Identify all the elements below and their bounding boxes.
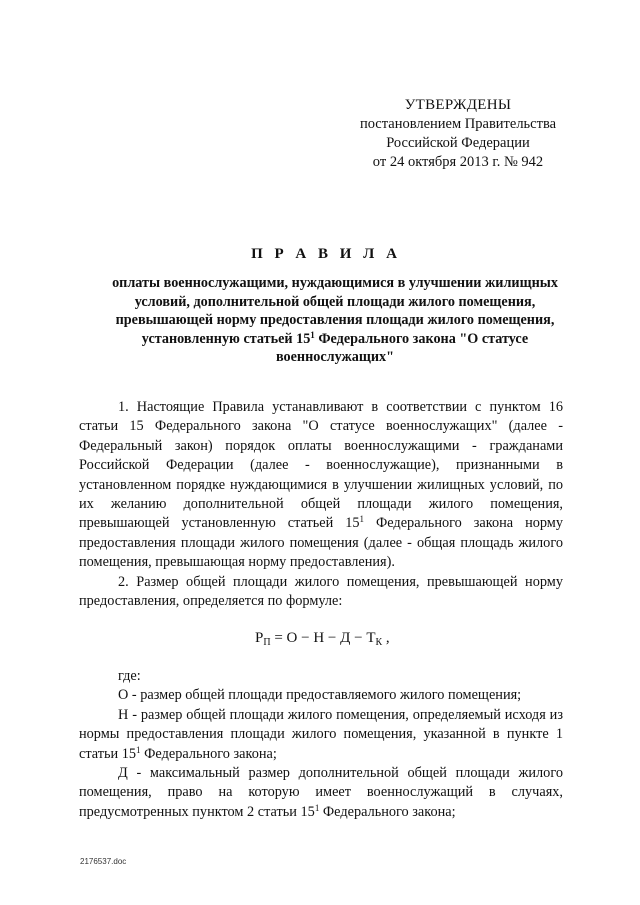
definition-d <box>79 764 563 822</box>
document-subtitle <box>100 274 570 367</box>
formula-rhs: = О − Н − Д − Т <box>270 630 376 646</box>
definitions <box>79 667 563 822</box>
where-label: где: <box>118 668 141 684</box>
paragraph-1 <box>79 398 563 611</box>
approval-line-3: от 24 октября 2013 г. № 942 <box>372 154 544 170</box>
definition-d-text-b: Федерального закона; <box>319 803 456 820</box>
formula-lhs-subscript: П <box>263 637 271 648</box>
approval-line-2: Российской Федерации <box>386 135 530 151</box>
approval-heading: УТВЕРЖДЕНЫ <box>404 97 512 113</box>
definition-n-superscript: 1 <box>136 744 141 755</box>
approval-block <box>340 96 576 172</box>
definition-n-text-a: Н - размер общей площади жилого помещения, определяемый исходя из нормы предоставления площади жилого помещения, указанной в пункте 1 статьи 15 <box>79 706 563 762</box>
formula-rhs-subscript: К <box>375 637 383 648</box>
definition-d-text-a: Д - максимальный размер дополнительной общей площади жилого помещения, право на которую имеет военнослужащий в случаях, предусмотренных пунктом 2 статьи 15 <box>79 765 563 820</box>
document-title: П Р А В И Л А <box>251 246 401 262</box>
footer-filename: 2176537.doc <box>80 857 127 866</box>
paragraph-1-text-b: Федерального закона норму предоставления площади жилого помещения (далее - общая площадь жилого помещения, превышающая норму предоставления). <box>79 515 563 571</box>
formula <box>255 630 390 647</box>
definition-o: О - размер общей площади предоставляемого жилого помещения; <box>118 687 522 704</box>
subtitle-text-1: оплаты военнослужащими, нуждающимися в улучшении жилищных условий, дополнительной общей площади жилого помещения, превышающей норму предоставления площади жилого помещения, установленную статьей 15 <box>112 275 558 347</box>
formula-lhs: Р <box>255 630 264 646</box>
definition-n-text-b: Федерального закона; <box>140 745 277 762</box>
definition-n <box>79 706 563 764</box>
subtitle-text-2: Федерального закона "О статусе военнослужащих" <box>275 330 529 365</box>
subtitle-superscript: 1 <box>310 329 315 340</box>
paragraph-2: 2. Размер общей площади жилого помещения, превышающей норму предоставления, определяется по формуле: <box>79 573 563 610</box>
formula-tail: , <box>382 630 390 646</box>
approval-line-1: постановлением Правительства <box>359 116 557 132</box>
definition-d-superscript: 1 <box>314 802 320 813</box>
paragraph-1-superscript: 1 <box>359 514 364 525</box>
paragraph-1-text-a: 1. Настоящие Правила устанавливают в соответствии с пунктом 16 статьи 15 Федерального закона "О статусе военнослужащих" (далее - Федеральный закон) порядок оплаты военнослужащими - гражданами Российской Федерации (далее - военнослужащие), признанными в установленном порядке нуждающимися в улучшении жилищных условий, по их желанию дополнительной общей площади жилого помещения, превышающей установленную статьей 15 <box>79 399 563 532</box>
